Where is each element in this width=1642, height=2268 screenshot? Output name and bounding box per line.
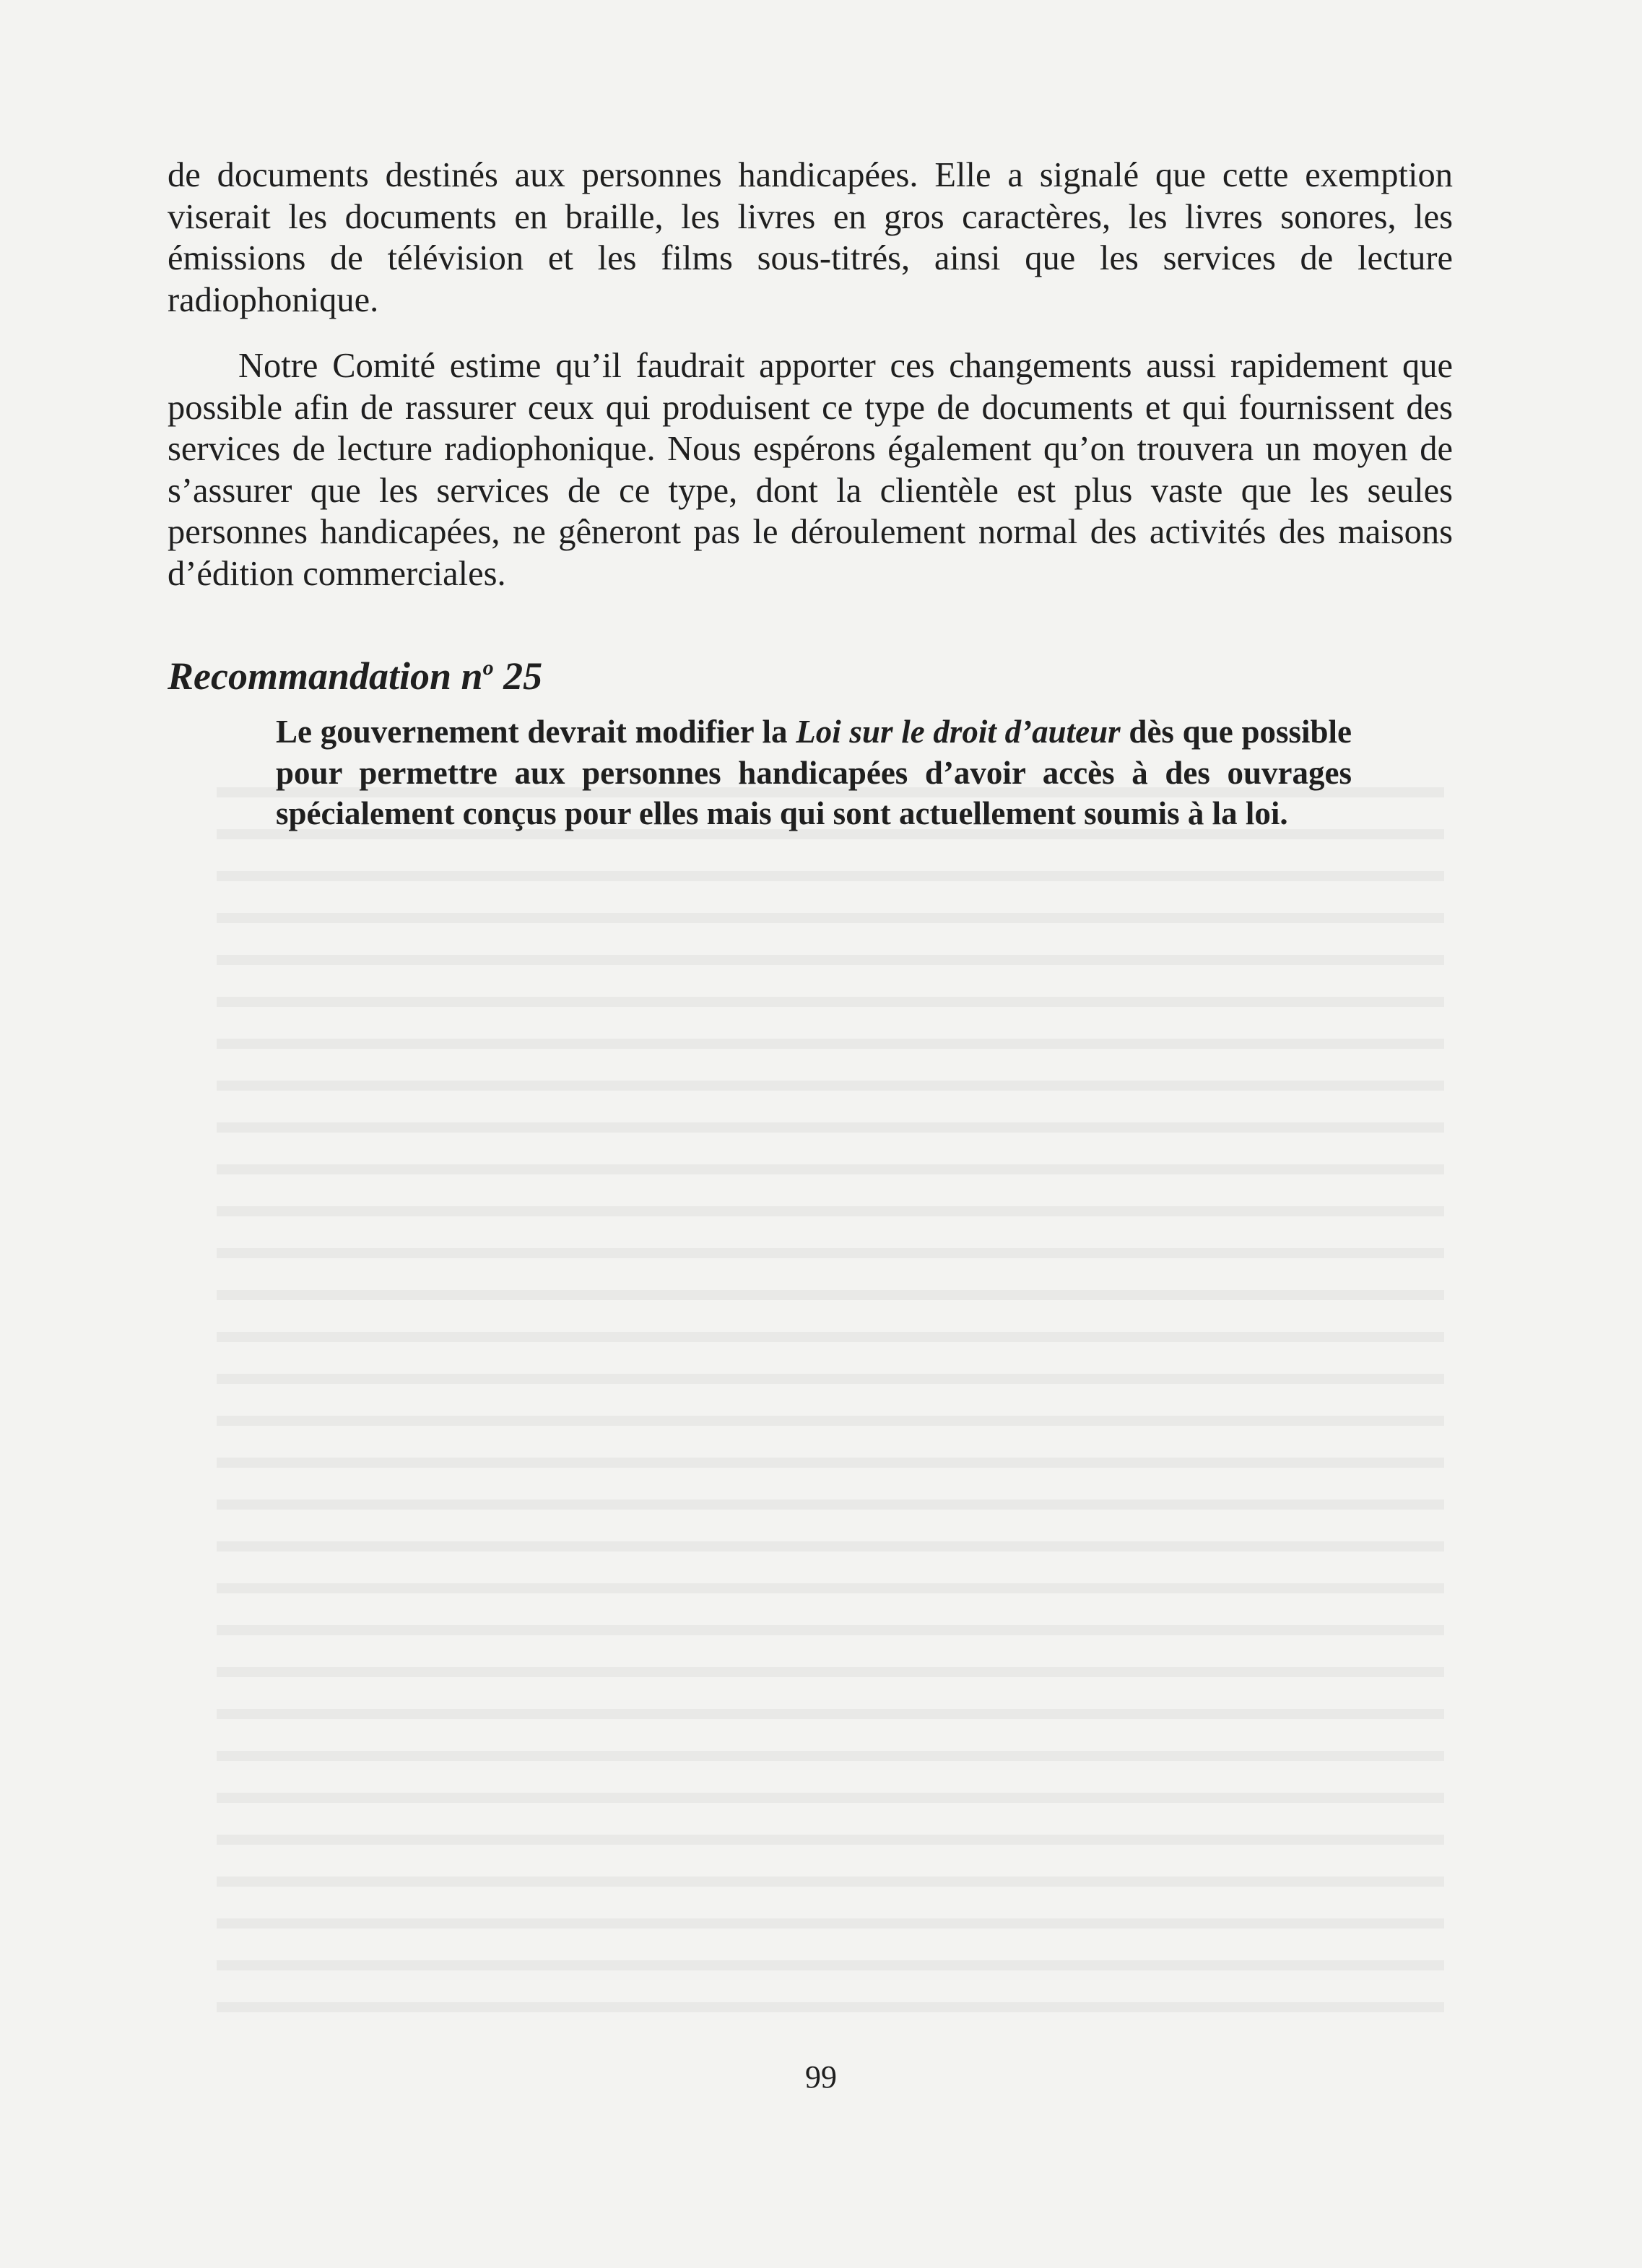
page-number: 99	[805, 2059, 837, 2095]
paragraph-1: de documents destinés aux personnes handicapées. Elle a signalé que cette exemption viserait les documents en braille, les livres en gros caractères, les livres sonores, les émissions de télévision et les films sous-titrés, ainsi que les services de lecture radiophonique.	[168, 156, 1453, 319]
recommendation-text-end: dès que possible pour permettre aux personnes handicapées d’avoir accès à des ouvrages spécialement conçus pour elles mais qui sont actuellement soumis à la loi.	[276, 714, 1352, 831]
recommendation-heading-superscript: o	[482, 656, 494, 680]
recommendation-heading-prefix: Recommandation n	[168, 654, 483, 698]
recommendation-text	[276, 711, 1352, 834]
law-title: Loi sur le droit d’auteur	[796, 714, 1121, 750]
reverse-side-bleed-through	[217, 766, 1444, 2037]
recommendation-heading-number: 25	[493, 654, 543, 698]
recommendation-heading	[168, 643, 542, 701]
paragraph-2: Notre Comité estime qu’il faudrait apporter ces changements aussi rapidement que possible afin de rassurer ceux qui produisent ce type de documents et qui fournissent des services de lecture radiophonique. Nous espérons également qu’on trouvera un moyen de s’assurer que les services de ce type, dont la clientèle est plus vaste que les seules personnes handicapées, ne gêneront pas le déroulement normal des activités des maisons d’édition commerciales.	[168, 347, 1453, 593]
recommendation-text-start: Le gouvernement devrait modifier la	[276, 714, 796, 750]
